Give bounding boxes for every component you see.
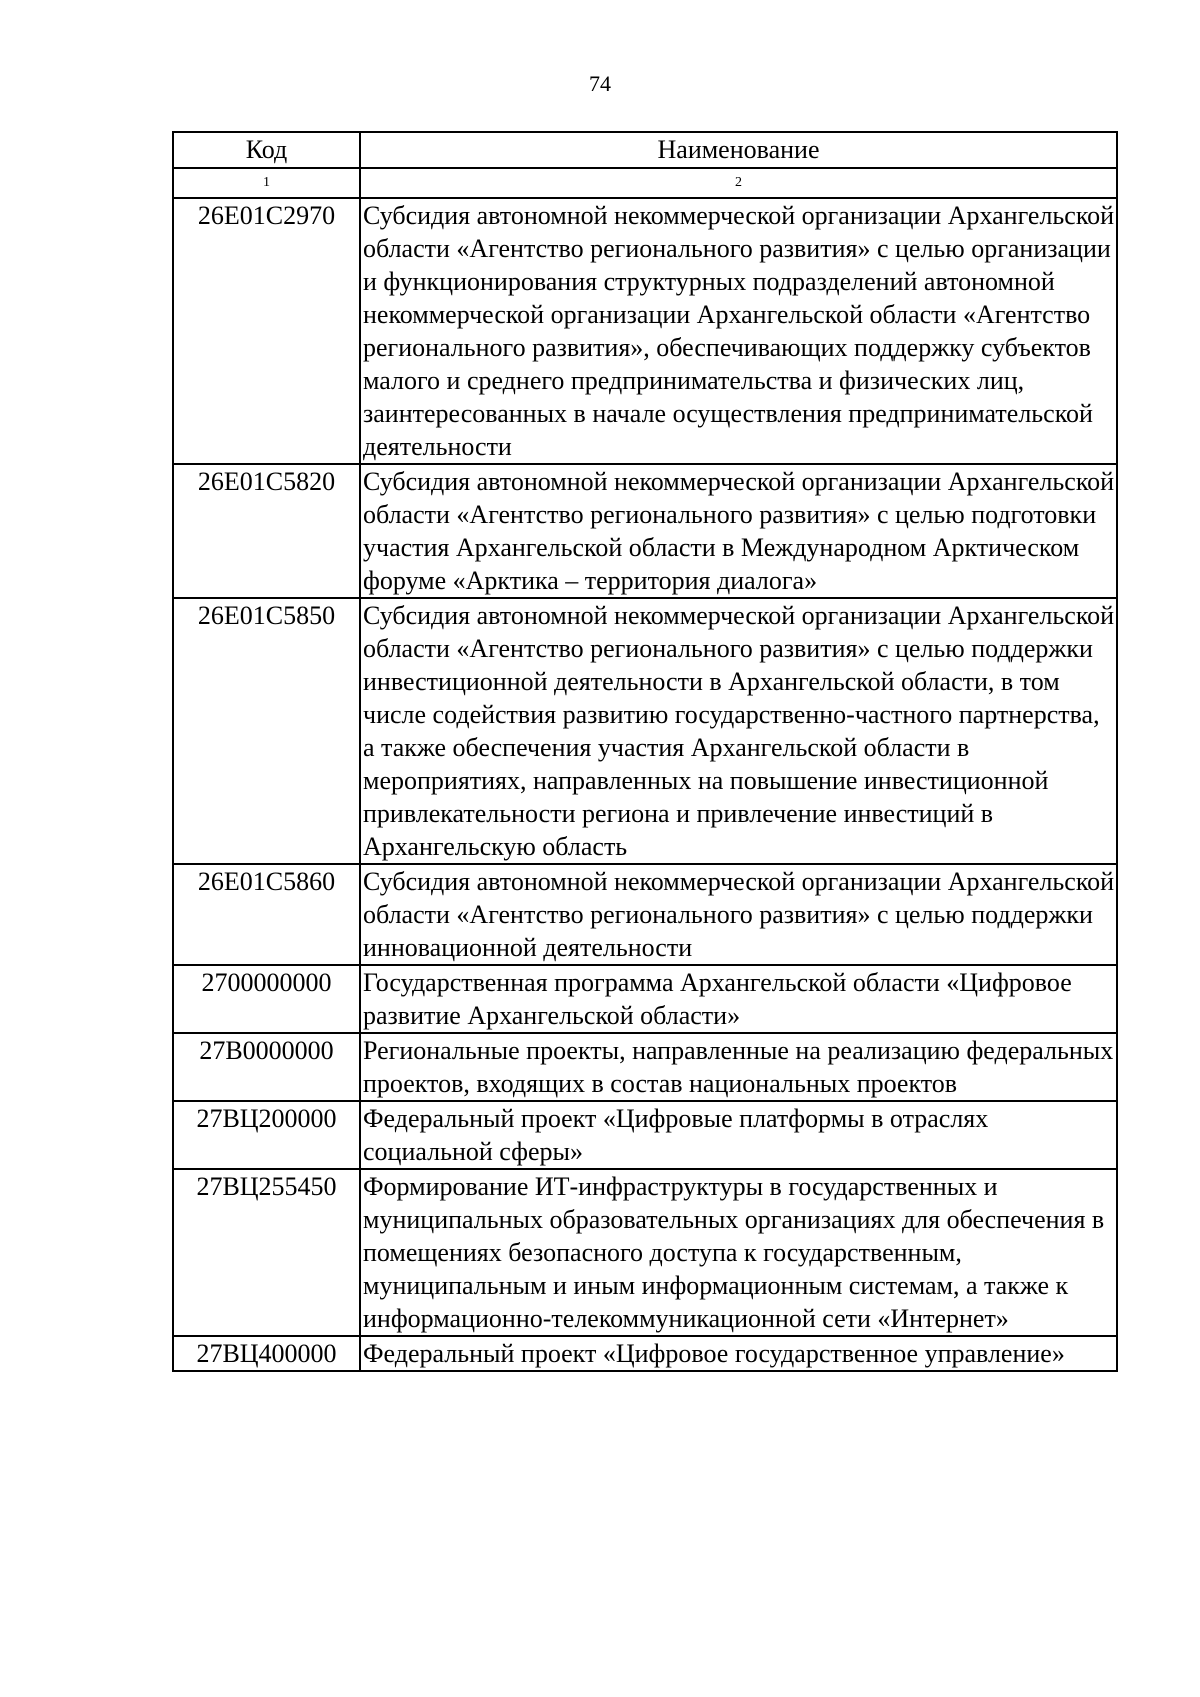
table-row <box>173 198 1117 464</box>
row-code: 2700000000 <box>173 965 360 1033</box>
table-body <box>173 132 1117 1371</box>
row-code: 26Е01С5820 <box>173 464 360 598</box>
page-number: 74 <box>589 71 611 96</box>
table-row <box>173 864 1117 965</box>
budget-classification-table <box>172 131 1118 1372</box>
row-code: 27ВЦ200000 <box>173 1101 360 1169</box>
column-number-1: 1 <box>173 168 360 198</box>
table-row <box>173 965 1117 1033</box>
row-code: 26Е01С5860 <box>173 864 360 965</box>
table-row <box>173 598 1117 864</box>
column-number-2: 2 <box>360 168 1117 198</box>
row-name: Государственная программа Архангельской области «Цифровое развитие Архангельской области» <box>360 965 1117 1033</box>
table-row <box>173 1169 1117 1336</box>
row-name: Субсидия автономной некоммерческой организации Архангельской области «Агентство регионального развития» с целью организации и функционирования структурных подразделений автономной некоммерческой организации Архангельской области «Агентство регионального развития», обеспечивающих поддержку субъектов малого и среднего предпринимательства и физических лиц, заинтересованных в начале осуществления предпринимательской деятельности <box>360 198 1117 464</box>
table-row <box>173 1336 1117 1371</box>
header-name: Наименование <box>360 132 1117 168</box>
row-code: 27ВЦ255450 <box>173 1169 360 1336</box>
row-name: Формирование ИТ-инфраструктуры в государственных и муниципальных образовательных организациях для обеспечения в помещениях безопасного доступа к государственным, муниципальным и иным информационным системам, а также к информационно-телекоммуникационной сети «Интернет» <box>360 1169 1117 1336</box>
row-name: Субсидия автономной некоммерческой организации Архангельской области «Агентство регионального развития» с целью поддержки инвестиционной деятельности в Архангельской области, в том числе содействия развитию государственно-частного партнерства, а также обеспечения участия Архангельской области в мероприятиях, направленных на повышение инвестиционной привлекательности региона и привлечение инвестиций в Архангельскую область <box>360 598 1117 864</box>
row-name: Федеральный проект «Цифровое государственное управление» <box>360 1336 1117 1371</box>
table-row <box>173 1101 1117 1169</box>
row-code: 27В0000000 <box>173 1033 360 1101</box>
row-name: Региональные проекты, направленные на реализацию федеральных проектов, входящих в состав национальных проектов <box>360 1033 1117 1101</box>
row-code: 26Е01С5850 <box>173 598 360 864</box>
row-name: Субсидия автономной некоммерческой организации Архангельской области «Агентство регионального развития» с целью подготовки участия Архангельской области в Международном Арктическом форуме «Арктика – территория диалога» <box>360 464 1117 598</box>
row-name: Субсидия автономной некоммерческой организации Архангельской области «Агентство регионального развития» с целью поддержки инновационной деятельности <box>360 864 1117 965</box>
table-row <box>173 1033 1117 1101</box>
header-code: Код <box>173 132 360 168</box>
table-row <box>173 464 1117 598</box>
row-name: Федеральный проект «Цифровые платформы в отраслях социальной сферы» <box>360 1101 1117 1169</box>
column-number-row <box>173 168 1117 198</box>
row-code: 27ВЦ400000 <box>173 1336 360 1371</box>
row-code: 26Е01С2970 <box>173 198 360 464</box>
table-header-row <box>173 132 1117 168</box>
